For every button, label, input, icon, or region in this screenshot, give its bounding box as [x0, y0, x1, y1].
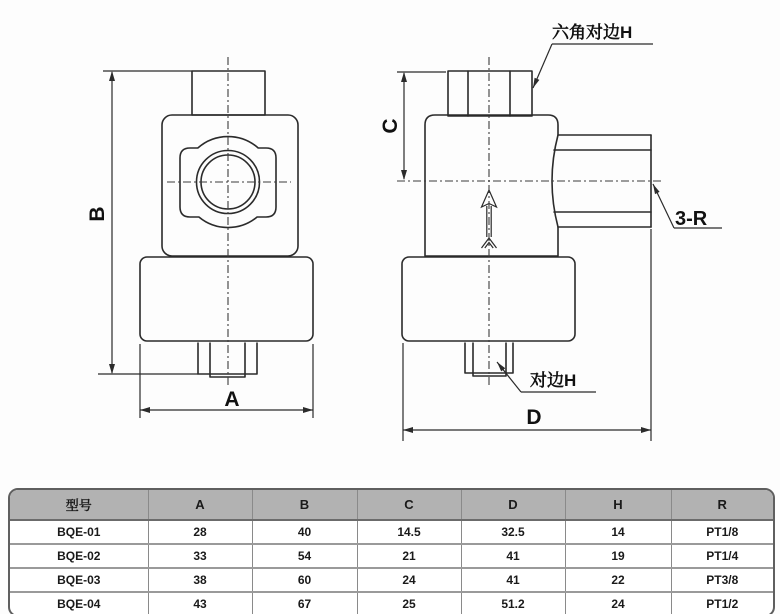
header-cell-h: H: [565, 490, 671, 520]
dim-label-c: C: [379, 118, 402, 134]
table-row: [10, 544, 773, 568]
cell-b: 40: [252, 520, 357, 544]
callout-port-thread: [653, 184, 722, 230]
cell-a: 28: [148, 520, 252, 544]
front-view: [86, 57, 313, 418]
cell-b: 60: [252, 568, 357, 592]
cell-r: PT3/8: [671, 568, 773, 592]
cell-r: PT1/4: [671, 544, 773, 568]
side-view-outline: [402, 71, 651, 376]
front-view-outline: [140, 71, 313, 377]
cell-model: BQE-02: [10, 544, 148, 568]
cell-model: BQE-03: [10, 568, 148, 592]
side-view: [379, 22, 722, 441]
spec-table-container: [8, 488, 775, 614]
cell-h: 24: [565, 592, 671, 614]
callout-bottom-across-flats: [497, 362, 596, 392]
header-cell-d: D: [461, 490, 565, 520]
header-cell-b: B: [252, 490, 357, 520]
side-top-hex: [448, 71, 532, 116]
table-row: [10, 592, 773, 614]
header-cell-c: C: [357, 490, 461, 520]
dim-label-d: D: [526, 406, 542, 429]
cell-h: 22: [565, 568, 671, 592]
cell-d: 41: [461, 568, 565, 592]
dimension-b: [86, 71, 198, 374]
hex-across-flats-label: 六角对边H: [552, 23, 633, 42]
side-view-centerlines: [397, 57, 664, 388]
dim-label-a: A: [224, 388, 240, 411]
header-cell-model: 型号: [10, 490, 148, 520]
cell-a: 43: [148, 592, 252, 614]
cell-c: 21: [357, 544, 461, 568]
cell-d: 51.2: [461, 592, 565, 614]
cell-r: PT1/8: [671, 520, 773, 544]
dim-label-b: B: [86, 206, 109, 222]
front-base-block: [140, 257, 313, 341]
cell-model: BQE-04: [10, 592, 148, 614]
cell-model: BQE-01: [57, 525, 101, 539]
bottom-across-flats-label: 对边H: [530, 371, 577, 390]
dimension-d: [403, 229, 651, 441]
cell-h: 19: [565, 544, 671, 568]
cell-a: 33: [148, 544, 252, 568]
cell-d: 32.5: [461, 520, 565, 544]
port-thread-label: 3-R: [675, 208, 708, 230]
cell-c: 24: [357, 568, 461, 592]
callout-hex-across-flats: [533, 22, 653, 88]
cell-r: PT1/2: [671, 592, 773, 614]
header-cell-r: R: [671, 490, 773, 520]
table-row: [10, 568, 773, 592]
cell-c: 25: [357, 592, 461, 614]
header-cell-a: A: [148, 490, 252, 520]
spec-table-header-row: [10, 490, 773, 520]
cell-a: 38: [148, 568, 252, 592]
dimension-a: [140, 344, 313, 418]
cell-d: 41: [461, 544, 565, 568]
spec-table: [10, 490, 773, 614]
front-view-centerlines: [167, 57, 291, 388]
cell-b: 67: [252, 592, 357, 614]
cell-h: 14: [565, 520, 671, 544]
cell-c: 14.5: [357, 520, 461, 544]
table-row: [10, 520, 773, 544]
cell-b: 54: [252, 544, 357, 568]
dimension-c: [379, 72, 446, 180]
